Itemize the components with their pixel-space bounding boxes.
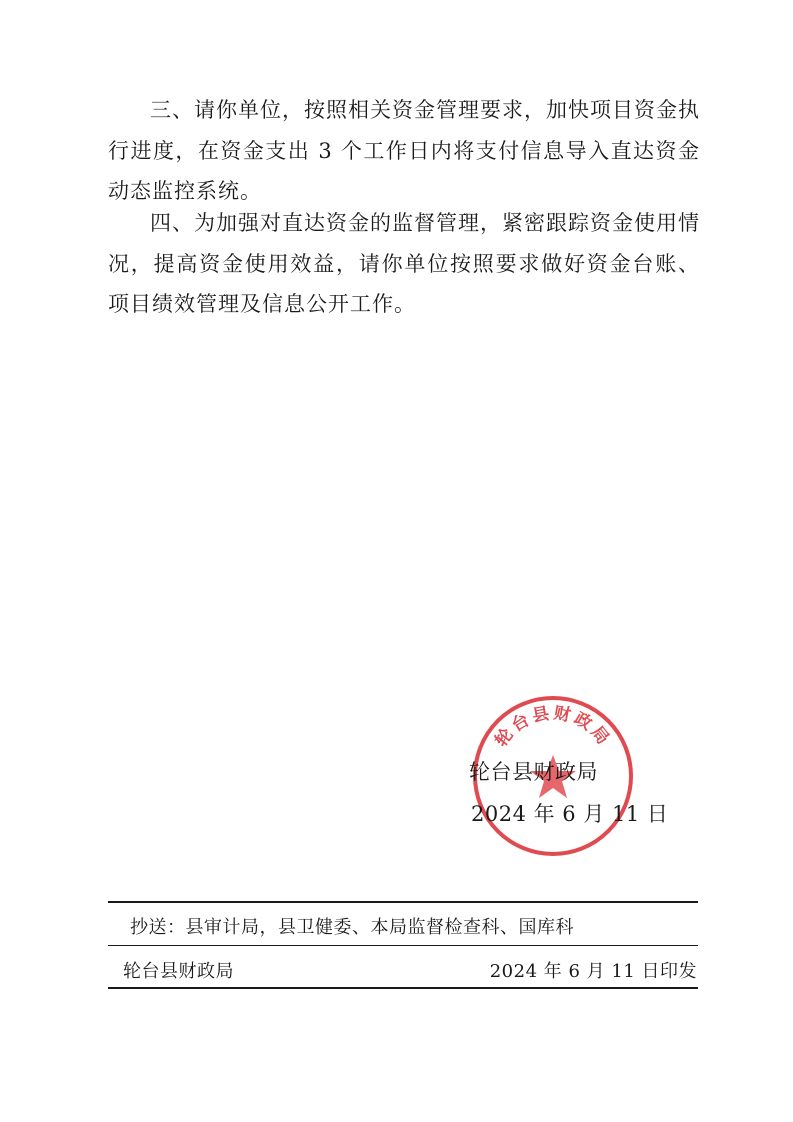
footer-rule-middle xyxy=(108,945,698,946)
cc-recipients: 抄送：县审计局，县卫健委、本局监督检查科、国库科 xyxy=(130,917,574,938)
paragraph-3: 三、请你单位，按照相关资金管理要求，加快项目资金执行进度，在资金支出 3 个工作日内将支付信息导入直达资金动态监控系统。 xyxy=(108,98,700,203)
seal-text: 轮台县财政局 xyxy=(491,703,615,751)
issue-date: 2024 年 6 月 11 日印发 xyxy=(489,961,697,982)
signature-organization: 轮台县财政局 xyxy=(469,760,598,784)
issuing-organization: 轮台县财政局 xyxy=(123,961,234,982)
paragraph-4: 四、为加强对直达资金的监督管理，紧密跟踪资金使用情况，提高资金使用效益，请你单位按照要求做好资金台账、项目绩效管理及信息公开工作。 xyxy=(108,211,700,316)
footer-rule-top xyxy=(108,901,698,903)
signature-date: 2024 年 6 月 11 日 xyxy=(471,802,669,826)
footer-rule-bottom xyxy=(108,987,698,989)
